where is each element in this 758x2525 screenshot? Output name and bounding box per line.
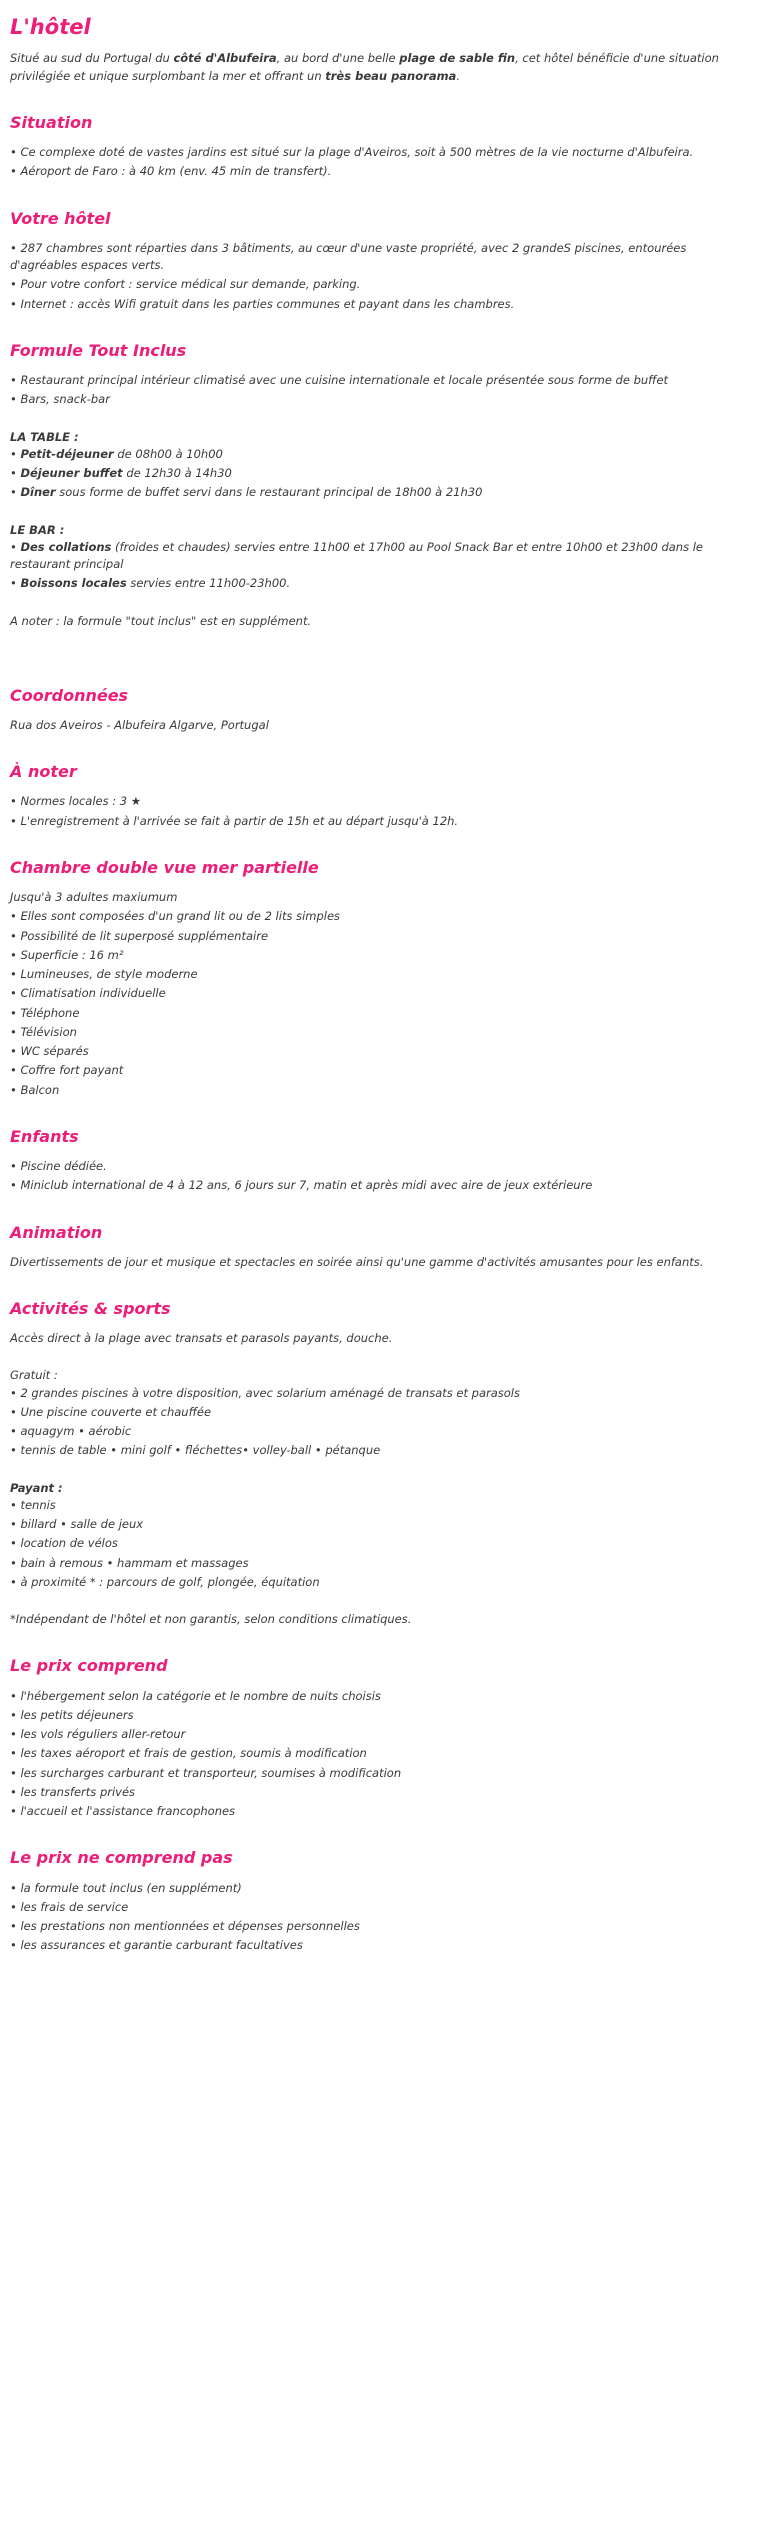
page-title: L'hôtel	[10, 15, 91, 39]
list-item	[10, 575, 748, 592]
formule-footnote: A noter : la formule "tout inclus" est en supplément.	[10, 613, 312, 628]
list-item: • Miniclub international de 4 à 12 ans, 6 jours sur 7, matin et après midi avec aire de jeux extérieure	[10, 1177, 748, 1194]
list-item: • les assurances et garantie carburant facultatives	[10, 1937, 748, 1954]
bar-list	[10, 539, 748, 593]
bar-item-detail: servies entre 11h00-23h00.	[126, 576, 291, 591]
section-title-activites-sports: Activités & sports	[10, 1298, 171, 1318]
list-item: • les taxes aéroport et frais de gestion, soumis à modification	[10, 1745, 748, 1762]
chambre-list	[10, 908, 748, 1099]
list-item: • Internet : accès Wifi gratuit dans les parties communes et payant dans les chambres.	[10, 296, 748, 313]
prix-ne-comprend-pas-list	[10, 1880, 748, 1955]
list-item: • les petits déjeuners	[10, 1707, 748, 1724]
meal-name: Déjeuner buffet	[20, 466, 123, 480]
prix-comprend-list	[10, 1688, 748, 1821]
list-item: • les surcharges carburant et transporteur, soumises à modification	[10, 1765, 748, 1782]
list-item: • location de vélos	[10, 1535, 748, 1552]
payant-label: Payant :	[10, 1480, 63, 1495]
list-item: • l'hébergement selon la catégorie et le nombre de nuits choisis	[10, 1688, 748, 1705]
list-item: • Téléphone	[10, 1005, 748, 1022]
list-item: • L'enregistrement à l'arrivée se fait à partir de 15h et au départ jusqu'à 12h.	[10, 813, 748, 830]
enfants-list	[10, 1158, 748, 1195]
section-title-enfants: Enfants	[10, 1126, 79, 1146]
situation-list	[10, 144, 748, 181]
intro-text-7: .	[456, 68, 460, 83]
list-item: • Piscine dédiée.	[10, 1158, 748, 1175]
gratuit-label: Gratuit :	[10, 1368, 58, 1383]
list-item: • Télévision	[10, 1024, 748, 1041]
meal-name: Petit-déjeuner	[20, 446, 114, 461]
section-title-votre-hotel: Votre hôtel	[10, 208, 111, 228]
meal-hours: de 08h00 à 10h00	[113, 446, 223, 461]
table-label: LA TABLE :	[10, 429, 79, 444]
intro-text-1: Situé au sud du Portugal du	[10, 51, 174, 66]
bar-item-name: Des collations	[20, 539, 112, 554]
list-item: • Elles sont composées d'un grand lit ou de 2 lits simples	[10, 908, 748, 925]
list-item: • Coffre fort payant	[10, 1062, 748, 1079]
list-item: • tennis de table • mini golf • fléchettes• volley-ball • pétanque	[10, 1442, 748, 1459]
intro-text-6: très beau panorama	[325, 68, 457, 83]
list-item: • tennis	[10, 1497, 748, 1514]
section-title-formule-tout-inclus: Formule Tout Inclus	[10, 340, 187, 360]
list-item: • aquagym • aérobic	[10, 1423, 748, 1440]
list-item: • Possibilité de lit superposé supplémentaire	[10, 928, 748, 945]
list-item: • WC séparés	[10, 1043, 748, 1060]
bar-item-name: Boissons locales	[20, 576, 127, 591]
list-item: • Bars, snack-bar	[10, 391, 748, 408]
hotel-address: Rua dos Aveiros - Albufeira Algarve, Portugal	[10, 717, 269, 732]
list-item	[10, 484, 748, 501]
list-item	[10, 446, 748, 463]
activites-lead: Accès direct à la plage avec transats et parasols payants, douche.	[10, 1331, 393, 1346]
meal-hours: sous forme de buffet servi dans le restaurant principal de 18h00 à 21h30	[55, 485, 483, 500]
list-item: • les prestations non mentionnées et dépenses personnelles	[10, 1918, 748, 1935]
section-title-situation: Situation	[10, 112, 93, 132]
list-item: • 2 grandes piscines à votre disposition, avec solarium aménagé de transats et parasols	[10, 1385, 748, 1402]
list-item: • billard • salle de jeux	[10, 1516, 748, 1533]
list-item: • l'accueil et l'assistance francophones	[10, 1803, 748, 1820]
list-item: • les frais de service	[10, 1899, 748, 1916]
section-title-coordonnees: Coordonnées	[10, 685, 129, 705]
list-item: • Restaurant principal intérieur climatisé avec une cuisine internationale et locale présentée sous forme de buffet	[10, 372, 748, 389]
list-item: • Une piscine couverte et chauffée	[10, 1404, 748, 1421]
intro-text-2: côté d'Albufeira	[173, 51, 277, 66]
activites-footnote: *Indépendant de l'hôtel et non garantis, selon conditions climatiques.	[10, 1612, 412, 1627]
list-item: • Lumineuses, de style moderne	[10, 966, 748, 983]
animation-text: Divertissements de jour et musique et spectacles en soirée ainsi qu'une gamme d'activités amusantes pour les enfants.	[10, 1254, 704, 1269]
intro-text-4: plage de sable fin	[399, 51, 516, 66]
bar-label: LE BAR :	[10, 522, 65, 537]
list-item: • 287 chambres sont réparties dans 3 bâtiments, au cœur d'une vaste propriété, avec 2 grandeS piscines, entourées d'agréables espaces verts.	[10, 240, 748, 275]
list-item: • bain à remous • hammam et massages	[10, 1555, 748, 1572]
list-item: • Climatisation individuelle	[10, 985, 748, 1002]
list-item: • les transferts privés	[10, 1784, 748, 1801]
bar-item-detail: (froides et chaudes) servies entre 11h00 et 17h00 au Pool Snack Bar et entre 10h00 et 23h00 dans le restaurant principal	[10, 539, 703, 571]
votre-hotel-list	[10, 240, 748, 313]
gratuit-list	[10, 1385, 748, 1460]
list-item: • Aéroport de Faro : à 40 km (env. 45 min de transfert).	[10, 163, 748, 180]
section-title-animation: Animation	[10, 1222, 103, 1242]
section-title-le-prix-ne-comprend-pas: Le prix ne comprend pas	[10, 1848, 233, 1868]
list-item: • Balcon	[10, 1082, 748, 1099]
payant-list	[10, 1497, 748, 1591]
intro-paragraph	[10, 50, 748, 85]
a-noter-list	[10, 793, 748, 830]
formule-list	[10, 372, 748, 409]
list-item: • les vols réguliers aller-retour	[10, 1726, 748, 1743]
list-item: • Pour votre confort : service médical sur demande, parking.	[10, 276, 748, 293]
table-hours-list	[10, 446, 748, 502]
list-item	[10, 465, 748, 482]
chambre-capacity: Jusqu'à 3 adultes maxiumum	[10, 890, 178, 905]
section-title-chambre: Chambre double vue mer partielle	[10, 857, 319, 877]
list-item: • Ce complexe doté de vastes jardins est situé sur la plage d'Aveiros, soit à 500 mètres de la vie nocturne d'Albufeira.	[10, 144, 748, 161]
section-title-a-noter: À noter	[10, 762, 77, 782]
meal-hours: de 12h30 à 14h30	[122, 466, 232, 480]
list-item: • Normes locales : 3 ★	[10, 793, 748, 810]
meal-name: Dîner	[20, 485, 56, 500]
list-item: • la formule tout inclus (en supplément)	[10, 1880, 748, 1897]
list-item: • à proximité * : parcours de golf, plongée, équitation	[10, 1574, 748, 1591]
intro-text-5: , cet hôtel bénéficie d'une situation privilégiée et unique surplombant la mer et offrant un	[10, 51, 719, 83]
intro-text-3: , au bord d'une belle	[276, 51, 400, 66]
section-title-le-prix-comprend: Le prix comprend	[10, 1656, 168, 1676]
list-item	[10, 539, 748, 574]
list-item: • Superficie : 16 m²	[10, 947, 748, 964]
